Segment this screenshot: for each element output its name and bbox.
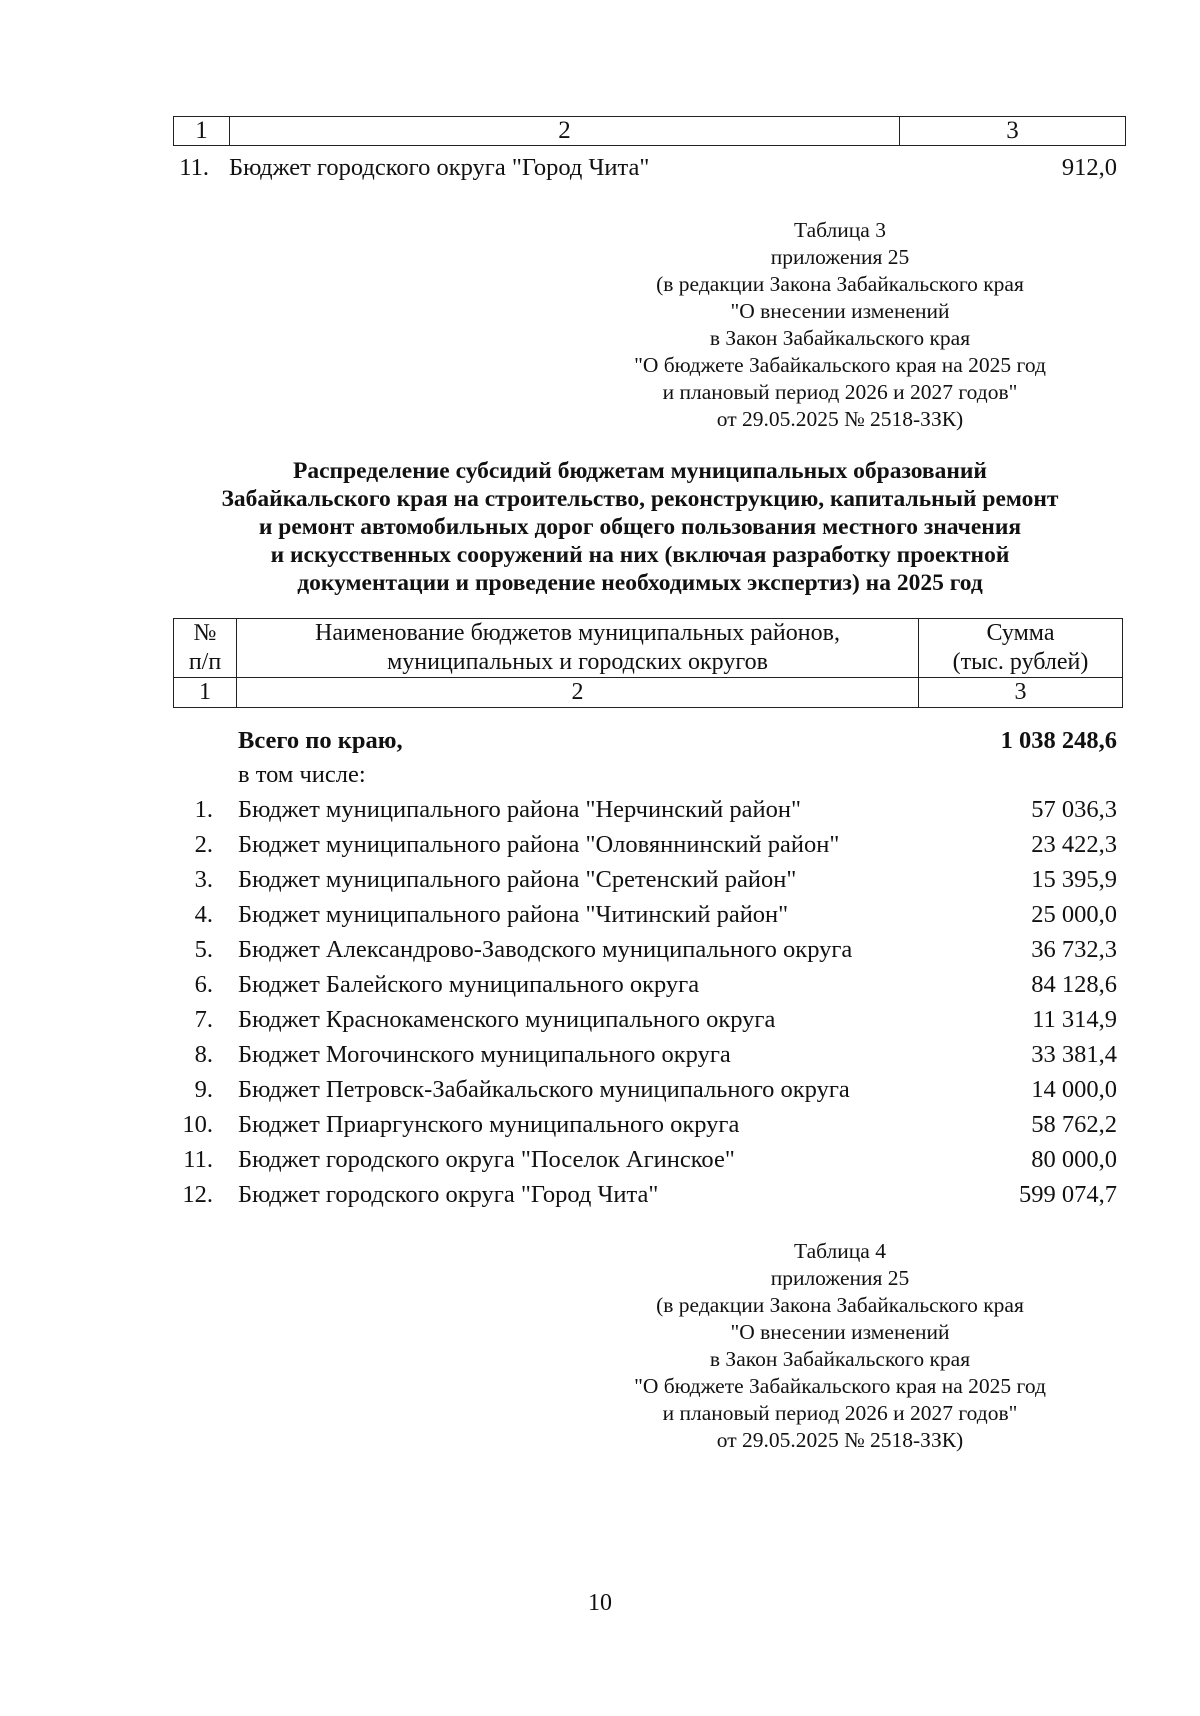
numbering-col3: 3 — [1014, 679, 1027, 705]
appendix-3-line: Таблица 3 — [794, 218, 886, 242]
row-number: 3. — [194, 866, 213, 893]
prev-row-name: Бюджет городского округа "Город Чита" — [229, 154, 650, 181]
appendix-4-line: от 29.05.2025 № 2518-ЗЗК) — [716, 1428, 964, 1452]
row-amount: 23 422,3 — [1031, 831, 1117, 858]
header-col-name — [237, 619, 919, 677]
including-row — [173, 757, 1123, 792]
header-name-line: Наименование бюджетов муниципальных районов, — [315, 620, 840, 646]
prev-table-header — [173, 116, 1126, 146]
table-row — [173, 862, 1123, 897]
header-col-number — [174, 619, 237, 677]
appendix-3-line: в Закон Забайкальского края — [709, 326, 971, 350]
row-name: Бюджет Балейского муниципального округа — [238, 971, 700, 998]
header-row — [174, 619, 1122, 677]
row-amount: 25 000,0 — [1031, 901, 1117, 928]
total-row — [173, 723, 1123, 758]
appendix-4-line: приложения 25 — [770, 1266, 910, 1290]
numbering-col2: 2 — [237, 678, 919, 707]
row-amount: 84 128,6 — [1031, 971, 1117, 998]
prev-table-header-col3: 3 — [1006, 117, 1019, 144]
row-amount: 14 000,0 — [1031, 1076, 1117, 1103]
appendix-4-caption — [560, 1238, 1120, 1454]
total-label: Всего по краю, — [238, 727, 403, 754]
row-number: 5. — [194, 936, 213, 963]
title-line: Забайкальского края на строительство, реконструкцию, капитальный ремонт — [221, 486, 1059, 512]
table-row — [173, 1002, 1123, 1037]
row-name: Бюджет Петровск-Забайкальского муниципального округа — [238, 1076, 850, 1103]
row-number: 8. — [194, 1041, 213, 1068]
row-number: 1. — [194, 796, 213, 823]
title-line: документации и проведение необходимых экспертиз) на 2025 год — [297, 570, 983, 596]
table-row — [173, 792, 1123, 827]
appendix-4-line: в Закон Забайкальского края — [709, 1347, 971, 1371]
row-name: Бюджет муниципального района "Читинский район" — [238, 901, 789, 928]
row-name: Бюджет Александрово-Заводского муниципального округа — [238, 936, 853, 963]
row-amount: 15 395,9 — [1031, 866, 1117, 893]
table-row — [173, 1072, 1123, 1107]
table-row — [173, 1037, 1123, 1072]
page-number: 10 — [588, 1590, 612, 1616]
row-amount: 33 381,4 — [1031, 1041, 1117, 1068]
row-number: 7. — [194, 1006, 213, 1033]
appendix-3-line: и плановый период 2026 и 2027 годов" — [662, 380, 1018, 404]
header-number-line: № — [193, 620, 217, 646]
appendix-4-line: (в редакции Закона Забайкальского края — [656, 1293, 1024, 1317]
appendix-3-line: от 29.05.2025 № 2518-ЗЗК) — [716, 407, 964, 431]
table-row — [173, 1142, 1123, 1177]
appendix-3-line: (в редакции Закона Забайкальского края — [656, 272, 1024, 296]
appendix-3-line: "О внесении изменений — [730, 299, 950, 323]
appendix-3-caption — [560, 217, 1120, 433]
table-row — [173, 897, 1123, 932]
appendix-3-line: приложения 25 — [770, 245, 910, 269]
title-line: Распределение субсидий бюджетам муниципальных образований — [293, 458, 987, 484]
header-amount-line: (тыс. рублей) — [952, 649, 1089, 675]
prev-table-header-col1: 1 — [174, 117, 230, 145]
table-row — [173, 1107, 1123, 1142]
row-name: Бюджет городского округа "Город Чита" — [238, 1181, 659, 1208]
row-name: Бюджет Приаргунского муниципального округа — [238, 1111, 740, 1138]
header-amount-line: Сумма — [986, 620, 1055, 646]
numbering-col1: 1 — [174, 678, 237, 707]
row-name: Бюджет городского округа "Поселок Агинское" — [238, 1146, 735, 1173]
row-name: Бюджет Могочинского муниципального округа — [238, 1041, 731, 1068]
table-title — [150, 457, 1130, 597]
appendix-4-line: "О бюджете Забайкальского края на 2025 год — [634, 1374, 1046, 1398]
row-name: Бюджет Краснокаменского муниципального округа — [238, 1006, 776, 1033]
header-name-line: муниципальных и городских округов — [387, 649, 768, 675]
row-number: 9. — [194, 1076, 213, 1103]
row-amount: 11 314,9 — [1032, 1006, 1117, 1033]
row-number: 12. — [182, 1181, 213, 1208]
row-amount: 80 000,0 — [1031, 1146, 1117, 1173]
numbering-row — [174, 677, 1122, 707]
table-row — [173, 1177, 1123, 1212]
title-line: и искусственных сооружений на них (включая разработку проектной — [270, 542, 1010, 568]
prev-table-row — [173, 150, 1123, 185]
table-row — [173, 827, 1123, 862]
appendix-4-line: "О внесении изменений — [730, 1320, 950, 1344]
row-name: Бюджет муниципального района "Нерчинский район" — [238, 796, 801, 823]
row-number: 2. — [194, 831, 213, 858]
appendix-4-line: и плановый период 2026 и 2027 годов" — [662, 1401, 1018, 1425]
main-table-header — [173, 618, 1123, 708]
prev-table-header-col2: 2 — [230, 117, 900, 145]
row-number: 6. — [194, 971, 213, 998]
appendix-4-line: Таблица 4 — [794, 1239, 886, 1263]
appendix-3-line: "О бюджете Забайкальского края на 2025 год — [634, 353, 1046, 377]
row-number: 11. — [183, 1146, 213, 1173]
including-label: в том числе: — [238, 761, 366, 788]
prev-row-amount: 912,0 — [1061, 154, 1117, 181]
table-row — [173, 967, 1123, 1002]
title-line: и ремонт автомобильных дорог общего пользования местного значения — [258, 514, 1022, 540]
total-amount: 1 038 248,6 — [1000, 727, 1117, 754]
header-col-amount — [919, 619, 1122, 677]
row-amount: 599 074,7 — [1019, 1181, 1117, 1208]
row-name: Бюджет муниципального района "Сретенский район" — [238, 866, 797, 893]
prev-row-number: 11. — [179, 154, 209, 181]
row-amount: 36 732,3 — [1031, 936, 1117, 963]
row-number: 10. — [182, 1111, 213, 1138]
row-amount: 57 036,3 — [1031, 796, 1117, 823]
row-name: Бюджет муниципального района "Оловяннинский район" — [238, 831, 840, 858]
row-number: 4. — [194, 901, 213, 928]
header-number-line: п/п — [188, 649, 222, 675]
table-row — [173, 932, 1123, 967]
row-amount: 58 762,2 — [1031, 1111, 1117, 1138]
